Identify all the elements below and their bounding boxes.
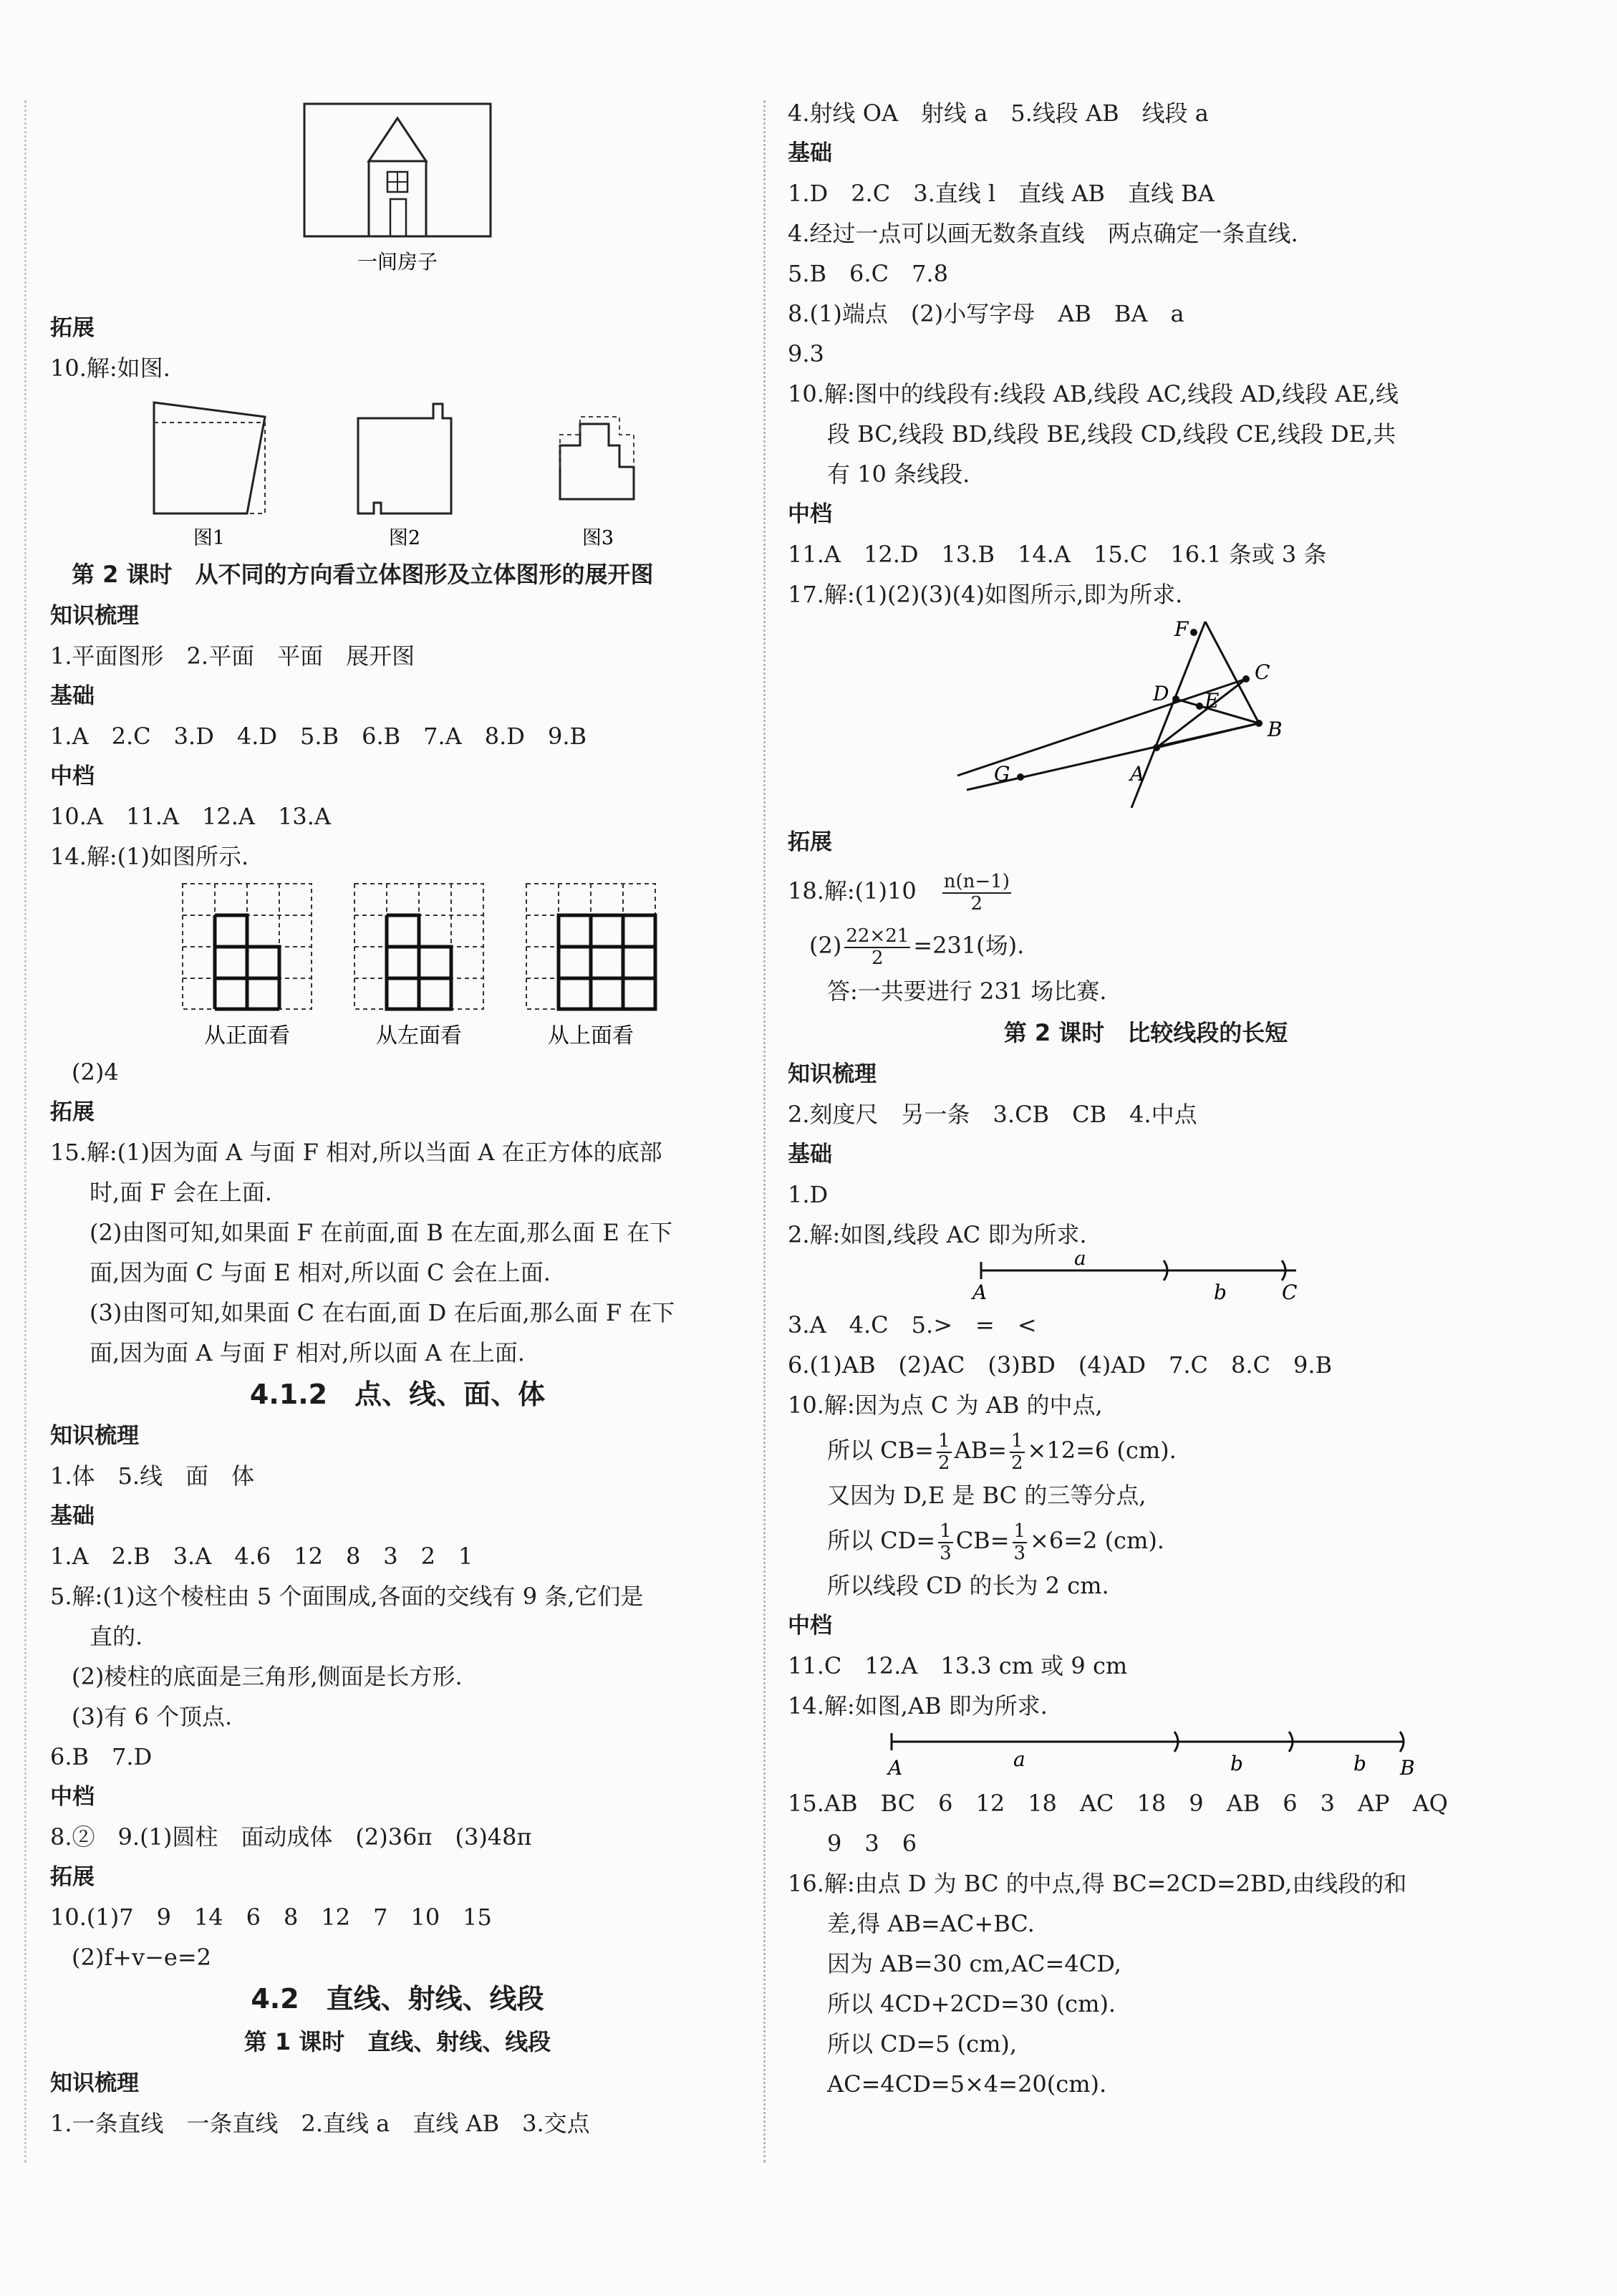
section-jichu: 基础: [788, 140, 832, 166]
answer-line: 面,因为面 A 与面 F 相对,所以面 A 在上面.: [90, 1339, 525, 1366]
fraction-denominator: 2: [1010, 1452, 1023, 1474]
answer-line: 16.解:由点 D 为 BC 的中点,得 BC=2CD=2BD,由线段的和: [788, 1870, 1407, 1897]
fraction-denominator: 3: [940, 1542, 952, 1564]
answer-line: [788, 1425, 1504, 1475]
answer-line: 15.AB BC 6 12 18 AC 18 9 AB 6 3 AP AQ: [788, 1790, 1448, 1817]
answer-text: 18.解:(1)10: [788, 877, 917, 905]
left-column: [50, 93, 745, 2143]
fraction-numerator: 1: [938, 1429, 950, 1452]
fraction-denominator: 3: [1013, 1542, 1026, 1564]
answer-line: (2)棱柱的底面是三角形,侧面是长方形.: [72, 1663, 463, 1690]
answer-line: 面,因为面 C 与面 E 相对,所以面 C 会在上面.: [90, 1259, 551, 1286]
point-label: A: [1130, 762, 1145, 786]
fraction: [1010, 1431, 1025, 1473]
answer-line: 17.解:(1)(2)(3)(4)如图所示,即为所求.: [788, 581, 1183, 608]
answer-line: 5.解:(1)这个棱柱由 5 个面围成,各面的交线有 9 条,它们是: [50, 1583, 644, 1610]
segment-label: b: [1353, 1752, 1366, 1775]
answer-line: 所以 CD=5 (cm),: [827, 2030, 1018, 2058]
column-divider: [763, 100, 766, 2163]
segment-figure-2: [788, 1726, 1504, 1783]
section-tuozhan: 拓展: [50, 1864, 95, 1890]
point-label: D: [1153, 682, 1169, 705]
answer-text: ×6=2 (cm).: [1030, 1527, 1164, 1554]
section-zhongdang: 中档: [50, 763, 95, 789]
section-zhishi: 知识梳理: [50, 2070, 139, 2096]
view-front-label: 从正面看: [204, 1023, 290, 1048]
answer-line: 1.体 5.线 面 体: [50, 1462, 255, 1490]
answer-line: 9.3: [788, 340, 824, 367]
answer-line: (3)由图可知,如果面 C 在右面,面 D 在后面,那么面 F 在下: [90, 1299, 675, 1326]
view-top-label: 从上面看: [548, 1023, 634, 1048]
answer-line: 9 3 6: [827, 1830, 917, 1857]
view-left-label: 从左面看: [376, 1023, 462, 1048]
section-zhongdang: 中档: [50, 1784, 95, 1810]
answer-line: 1.A 2.C 3.D 4.D 5.B 6.B 7.A 8.D 9.B: [50, 723, 587, 750]
fraction-numerator: n(n−1): [943, 870, 1010, 892]
binding-edge: [24, 100, 26, 2163]
answer-line: 10.解:如图.: [50, 354, 170, 382]
section-tuozhan: 拓展: [788, 829, 832, 855]
figure-1-label: 图1: [193, 527, 226, 549]
answer-line: 10.解:因为点 C 为 AB 的中点,: [788, 1391, 1103, 1419]
answer-line: 又因为 D,E 是 BC 的三等分点,: [827, 1482, 1147, 1509]
answer-line: 8.(1)端点 (2)小写字母 AB BA a: [788, 300, 1184, 327]
point-label: C: [1255, 660, 1270, 684]
segment-label: A: [888, 1756, 903, 1780]
answer-line: 段 BC,线段 BD,线段 BE,线段 CD,线段 CE,线段 DE,共: [827, 420, 1396, 448]
segment-label: B: [1400, 1756, 1415, 1780]
lesson-title: 第 2 课时 比较线段的长短: [1003, 1019, 1288, 1046]
answer-line: 1.D: [788, 1181, 829, 1208]
answer-line: [788, 1515, 1504, 1566]
answer-line: 3.A 4.C 5.> = <: [788, 1311, 1037, 1338]
answer-text: =231(场).: [913, 932, 1025, 959]
fraction: [937, 1431, 952, 1473]
fraction: [942, 872, 1011, 914]
section-zhongdang: 中档: [788, 501, 832, 527]
answer-line: 1.D 2.C 3.直线 l 直线 AB 直线 BA: [788, 180, 1215, 207]
section-zhishi: 知识梳理: [50, 1423, 139, 1449]
answer-text: 所以 CB=: [827, 1437, 934, 1464]
point-label: G: [994, 762, 1010, 786]
answer-line: 1.一条直线 一条直线 2.直线 a 直线 AB 3.交点: [50, 2110, 590, 2137]
answer-line: 4.经过一点可以画无数条直线 两点确定一条直线.: [788, 220, 1298, 247]
section-zhishi: 知识梳理: [788, 1061, 877, 1087]
answer-line: 5.B 6.C 7.8: [788, 260, 948, 287]
section-zhongdang: 中档: [788, 1613, 832, 1639]
segment-label: A: [972, 1280, 988, 1304]
answer-line: (2)4: [72, 1058, 119, 1086]
segment-figure-1: [788, 1255, 1504, 1305]
section-jichu: 基础: [50, 1503, 95, 1529]
answer-line: (2)由图可知,如果面 F 在前面,面 B 在左面,那么面 E 在下: [90, 1219, 672, 1246]
answer-line: AC=4CD=5×4=20(cm).: [827, 2070, 1107, 2098]
fraction: [844, 926, 910, 968]
section-jichu: 基础: [50, 683, 95, 709]
answer-line: 6.B 7.D: [50, 1743, 153, 1770]
answer-line: 2.解:如图,线段 AC 即为所求.: [788, 1221, 1087, 1248]
triangle-lines-figure: [788, 614, 1504, 822]
answer-line: 8.② 9.(1)圆柱 面动成体 (2)36π (3)48π: [50, 1823, 532, 1851]
section-title-4-1-2: 4.1.2 点、线、面、体: [249, 1379, 546, 1410]
answer-line: 所以 4CD+2CD=30 (cm).: [827, 1990, 1116, 2017]
answer-line: 10.(1)7 9 14 6 8 12 7 10 15: [50, 1904, 492, 1931]
segment-label: b: [1214, 1280, 1227, 1304]
answer-line: (3)有 6 个顶点.: [72, 1703, 233, 1730]
answer-line: (2)f+v−e=2: [72, 1944, 211, 1971]
three-views-figure: [50, 877, 745, 1052]
answer-line: 10.A 11.A 12.A 13.A: [50, 803, 332, 830]
fraction-numerator: 22×21: [846, 925, 909, 947]
answer-line: 直的.: [90, 1623, 143, 1650]
answer-line: 1.平面图形 2.平面 平面 展开图: [50, 642, 415, 670]
segment-label: b: [1230, 1752, 1243, 1775]
right-column: [788, 93, 1504, 2104]
fraction-denominator: 2: [872, 947, 884, 969]
answer-text: CB=: [955, 1527, 1010, 1554]
answer-line: 14.解:如图,AB 即为所求.: [788, 1692, 1048, 1719]
answer-text: 所以 CD=: [827, 1527, 936, 1554]
answer-line: 因为 AB=30 cm,AC=4CD,: [827, 1950, 1121, 1977]
fraction-numerator: 1: [1013, 1520, 1026, 1542]
point-label: F: [1174, 617, 1189, 641]
section-jichu: 基础: [788, 1142, 832, 1167]
answer-text: (2): [809, 932, 842, 959]
answer-text: AB=: [954, 1437, 1007, 1464]
answer-line: 15.解:(1)因为面 A 与面 F 相对,所以当面 A 在正方体的底部: [50, 1139, 662, 1166]
segment-label: C: [1282, 1280, 1298, 1304]
fraction-denominator: 2: [970, 892, 983, 915]
answer-line: 所以线段 CD 的长为 2 cm.: [827, 1572, 1109, 1599]
section-title-4-2: 4.2 直线、射线、线段: [251, 1983, 544, 2015]
answer-line: 答:一共要进行 231 场比赛.: [827, 978, 1107, 1005]
answer-line: 6.(1)AB (2)AC (3)BD (4)AD 7.C 8.C 9.B: [788, 1351, 1333, 1379]
segment-label: a: [1013, 1747, 1025, 1771]
house-figure: [50, 93, 745, 308]
answer-line: 11.A 12.D 13.B 14.A 15.C 16.1 条或 3 条: [788, 541, 1327, 568]
lesson-title: 第 1 课时 直线、射线、线段: [243, 2028, 551, 2055]
figure-3-label: 图3: [581, 527, 614, 549]
fraction-numerator: 1: [1010, 1429, 1023, 1452]
fraction: [938, 1521, 953, 1563]
answer-line: [788, 920, 1504, 971]
answer-line: 11.C 12.A 13.3 cm 或 9 cm: [788, 1652, 1128, 1679]
answer-line: 差,得 AB=AC+BC.: [827, 1910, 1035, 1937]
answer-line: 14.解:(1)如图所示.: [50, 843, 249, 870]
answer-line: 4.射线 OA 射线 a 5.线段 AB 线段 a: [788, 100, 1209, 127]
three-figures: [50, 388, 745, 553]
section-tuozhan: 拓展: [50, 315, 95, 341]
section-zhishi: 知识梳理: [50, 603, 139, 629]
lesson-title: 第 2 课时 从不同的方向看立体图形及立体图形的展开图: [72, 561, 654, 588]
point-label: B: [1268, 718, 1283, 741]
point-label: E: [1205, 689, 1220, 713]
house-caption: 一间房子: [357, 250, 438, 274]
segment-label: a: [1074, 1255, 1086, 1270]
fraction-numerator: 1: [940, 1520, 952, 1542]
answer-line: 有 10 条线段.: [827, 460, 970, 488]
fraction: [1013, 1521, 1028, 1563]
answer-text: ×12=6 (cm).: [1027, 1437, 1177, 1464]
answer-line: 时,面 F 会在上面.: [90, 1179, 272, 1206]
figure-2-label: 图2: [388, 527, 421, 549]
answer-line: 2.刻度尺 另一条 3.CB CB 4.中点: [788, 1101, 1197, 1128]
answer-line: 1.A 2.B 3.A 4.6 12 8 3 2 1: [50, 1543, 473, 1570]
answer-line: [788, 862, 1504, 920]
fraction-denominator: 2: [938, 1452, 950, 1474]
section-tuozhan: 拓展: [50, 1099, 95, 1125]
answer-line: 10.解:图中的线段有:线段 AB,线段 AC,线段 AD,线段 AE,线: [788, 380, 1399, 407]
